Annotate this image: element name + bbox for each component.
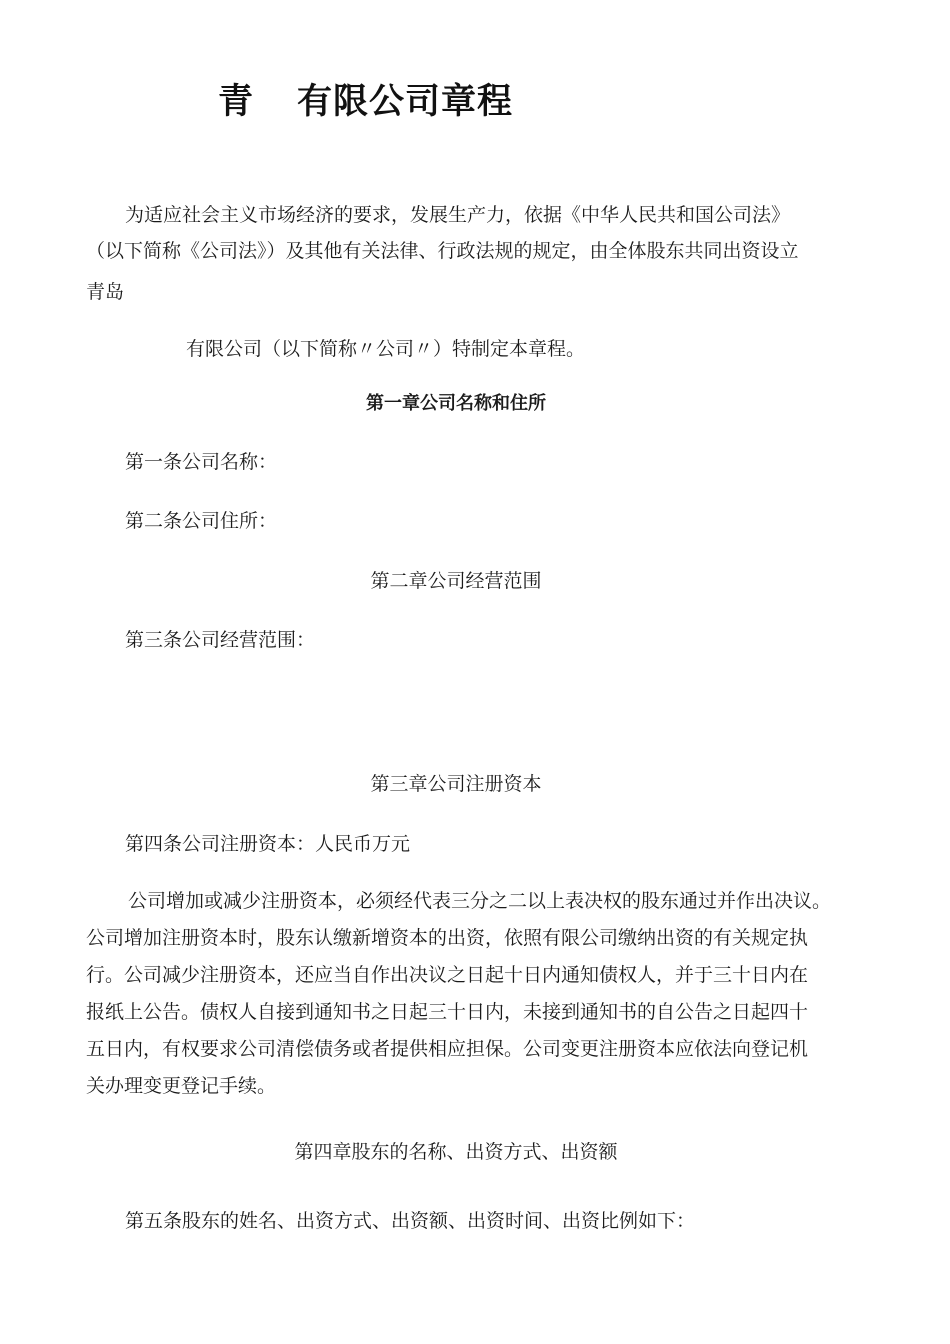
paragraph-line: 五日内，有权要求公司清偿债务或者提供相应担保。公司变更注册资本应依法向登记机 xyxy=(86,1038,809,1060)
chapter-4-heading: 第四章股东的名称、出资方式、出资额 xyxy=(294,1141,618,1163)
paragraph-line: 行。公司减少注册资本，还应当自作出决议之日起十日内通知债权人，并于三十日内在 xyxy=(86,964,809,986)
paragraph-line: 公司增加或减少注册资本，必须经代表三分之二以上表决权的股东通过并作出决议。 xyxy=(128,890,832,912)
preamble-line-4: 有限公司（以下简称〃公司〃）特制定本章程。 xyxy=(186,338,586,360)
chapter-3-heading: 第三章公司注册资本 xyxy=(370,773,542,795)
preamble-line-3: 青岛 xyxy=(86,281,125,303)
article-3: 第三条公司经营范围： xyxy=(125,629,316,651)
article-4: 第四条公司注册资本：人民币万元 xyxy=(125,833,411,855)
chapter-1-heading: 第一章公司名称和住所 xyxy=(366,393,546,414)
chapter-2-heading: 第二章公司经营范围 xyxy=(370,570,542,592)
document-title: 有限公司章程 xyxy=(297,82,514,122)
paragraph-line: 公司增加注册资本时，股东认缴新增资本的出资，依照有限公司缴纳出资的有关规定执 xyxy=(86,927,809,949)
document-title-prefix: 青 xyxy=(218,82,255,122)
article-2: 第二条公司住所： xyxy=(125,510,278,532)
article-5: 第五条股东的姓名、出资方式、出资额、出资时间、出资比例如下： xyxy=(125,1210,696,1232)
article-1: 第一条公司名称： xyxy=(125,451,278,473)
preamble-line-2: （以下简称《公司法》）及其他有关法律、行政法规的规定，由全体股东共同出资设立 xyxy=(86,240,799,262)
paragraph-line: 报纸上公告。债权人自接到通知书之日起三十日内，未接到通知书的自公告之日起四十 xyxy=(86,1001,809,1023)
paragraph-line: 关办理变更登记手续。 xyxy=(86,1075,277,1097)
preamble-line-1: 为适应社会主义市场经济的要求，发展生产力，依据《中华人民共和国公司法》 xyxy=(125,204,791,226)
capital-change-paragraph xyxy=(86,883,886,1105)
